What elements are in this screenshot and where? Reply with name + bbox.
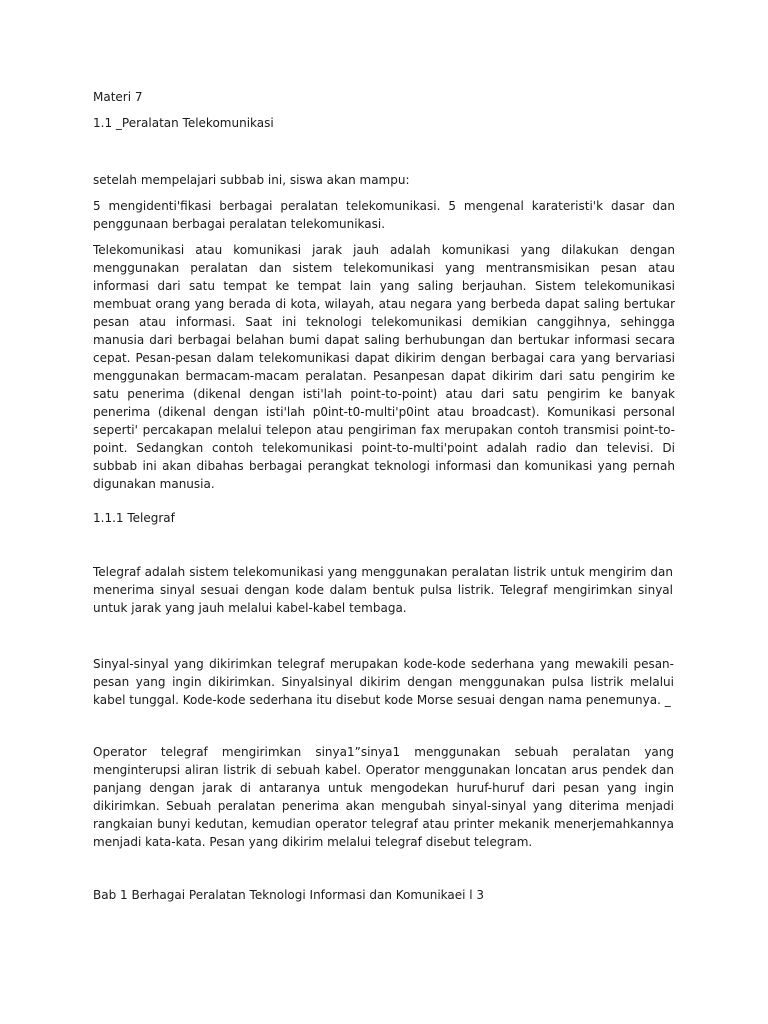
telegraf-paragraph-2: Sinyal-sinyal yang dikirimkan telegraf merupakan kode-kode sederhana yang mewakili pesan-pesan yang ingin dikirimkan. Sinyalsinyal dikirim dengan menggunakan pulsa listrik melalui kabel tunggal. Kode-kode sederhana itu disebut kode Morse sesuai dengan nama penemunya. _ (93, 657, 674, 707)
page-footer: Bab 1 Berhagai Peralatan Teknologi Informasi dan Komunikaei l 3 (93, 888, 485, 902)
objectives-paragraph: 5 mengidenti'fikasi berbagai peralatan telekomunikasi. 5 mengenal karateristi'k dasar dan penggunaan berbagai peralatan telekomunikasi. (93, 199, 675, 231)
subsection-heading: 1.1.1 Telegraf (93, 511, 175, 525)
intro-text: setelah mempelajari subbab ini, siswa akan mampu: (93, 173, 410, 187)
telegraf-paragraph-1: Telegraf adalah sistem telekomunikasi yang menggunakan peralatan listrik untuk mengirim dan menerima sinyal sesuai dengan kode dalam bentuk pulsa listrik. Telegraf mengirimkan sinyal untuk jarak yang jauh melalui kabel-kabel tembaga. (93, 565, 673, 615)
document-label: Materi 7 (93, 90, 143, 104)
telekomunikasi-paragraph: Telekomunikasi atau komunikasi jarak jauh adalah komunikasi yang dilakukan dengan menggunakan peralatan dan sistem telekomunikasi yang mentransmisikan pesan atau informasi dari satu tempat ke tempat lain yang saling berjauhan. Sistem telekomunikasi membuat orang yang berada di kota, wilayah, atau negara yang berbeda dapat saling bertukar pesan atau informasi. Saat ini teknologi telekomunikasi demikian canggihnya, sehingga manusia dari berbagai belahan bumi dapat saling berhubungan dan bertukar informasi secara cepat. Pesan-pesan dalam telekomunikasi dapat dikirim dengan berbagai cara yang bervariasi menggunakan bermacam-macam peralatan. Pesanpesan dapat dikirim dari satu pengirim ke satu penerima (dikenal dengan isti'lah point-to-point) atau dari satu pengirim ke banyak penerima (dikenal dengan isti'lah p0int-t0-multi'p0int atau broadcast). Komunikasi personal seperti' percakapan melalui telepon atau pengiriman fax merupakan contoh transmisi point-to-point. Sedangkan contoh telekomunikasi point-to-multi'point adalah radio dan televisi. Di subbab ini akan dibahas berbagai perangkat teknologi informasi dan komunikasi yang pernah digunakan manusia. (93, 243, 675, 491)
telegraf-paragraph-3: Operator telegraf mengirimkan sinya1”sinya1 menggunakan sebuah peralatan yang menginterupsi aliran listrik di sebuah kabel. Operator menggunakan loncatan arus pendek dan panjang dengan jarak di antaranya untuk mengodekan huruf-huruf dari pesan yang ingin dikirimkan. Sebuah peralatan penerima akan mengubah sinyal-sinyal yang diterima menjadi rangkaian bunyi kedutan, kemudian operator telegraf atau printer mekanik menerjemahkannya menjadi kata-kata. Pesan yang dikirim melalui telegraf disebut telegram. (93, 745, 674, 849)
section-heading: 1.1 _Peralatan Telekomunikasi (93, 116, 274, 130)
